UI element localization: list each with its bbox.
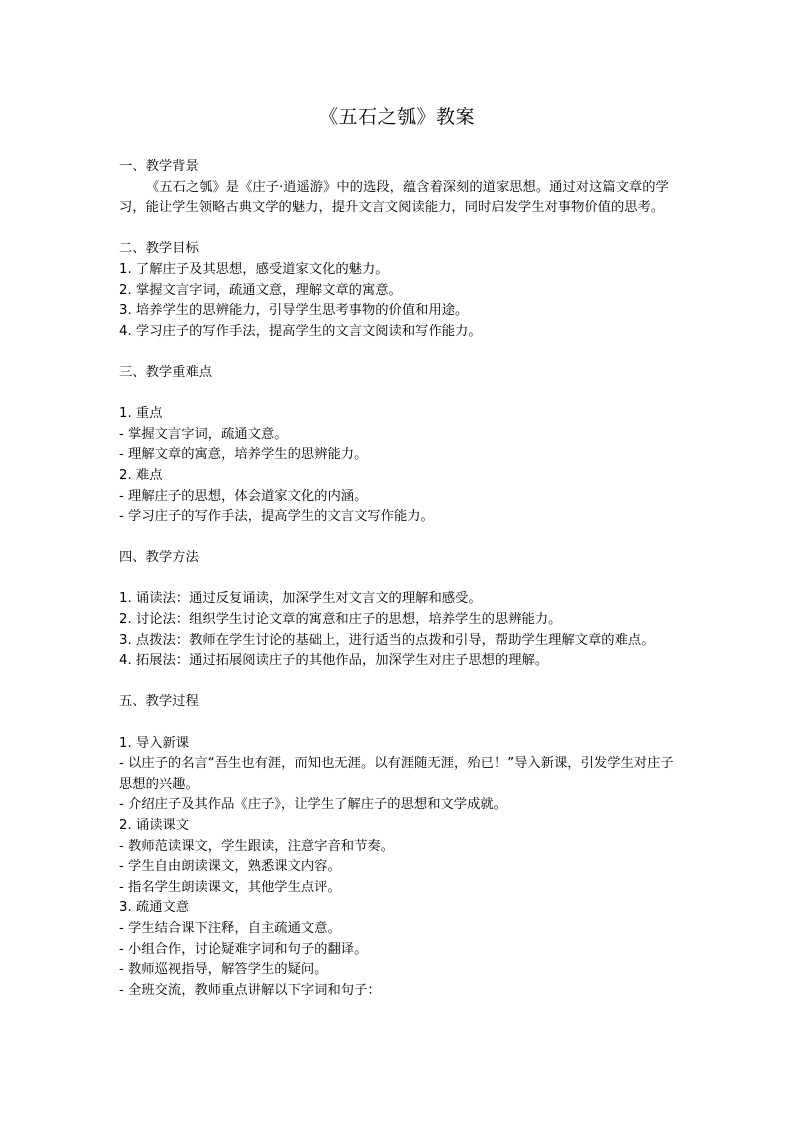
step-label: 2. 诵读课文 bbox=[119, 818, 190, 833]
key-item: - 掌握文言字词，疏通文意。 bbox=[119, 426, 288, 442]
difficulty-item: - 学习庄子的写作手法，提高学生的文言文写作能力。 bbox=[119, 509, 434, 525]
method-item: 2. 讨论法：组织学生讨论文章的寓意和庄子的思想，培养学生的思辨能力。 bbox=[119, 612, 562, 628]
difficulty-item: - 理解庄子的思想，体会道家文化的内涵。 bbox=[119, 488, 368, 504]
goal-item: 3. 培养学生的思辨能力，引导学生思考事物的价值和用途。 bbox=[119, 303, 469, 319]
spacer bbox=[119, 384, 679, 405]
step-item: - 全班交流，教师重点讲解以下字词和句子： bbox=[119, 982, 381, 998]
spacer bbox=[119, 713, 679, 734]
step-label: 1. 导入新课 bbox=[119, 735, 190, 751]
section-heading-background: 一、教学背景 bbox=[119, 159, 199, 174]
spacer bbox=[119, 528, 679, 549]
section-heading-methods: 四、教学方法 bbox=[119, 550, 199, 566]
document-body bbox=[119, 157, 679, 1001]
step-item: - 教师范读课文，学生跟读，注意字音和节奏。 bbox=[119, 838, 394, 854]
goal-item: 4. 学习庄子的写作手法，提高学生的文言文阅读和写作能力。 bbox=[119, 323, 482, 339]
goal-item: 1. 了解庄子及其思想，感受道家文化的魅力。 bbox=[119, 261, 389, 277]
method-item: 4. 拓展法：通过拓展阅读庄子的其他作品，加深学生对庄子思想的理解。 bbox=[119, 653, 549, 669]
step-item: - 以庄子的名言“吾生也有涯，而知也无涯。以有涯随无涯，殆已！”导入新课，引发学生对庄子思想的兴趣。 bbox=[119, 756, 674, 792]
section-heading-key-points: 三、教学重难点 bbox=[119, 364, 213, 380]
goal-item: 2. 掌握文言字词，疏通文意，理解文章的寓意。 bbox=[119, 282, 402, 298]
key-item: - 理解文章的寓意，培养学生的思辨能力。 bbox=[119, 447, 368, 463]
method-item: 3. 点拨法：教师在学生讨论的基础上，进行适当的点拨和引导，帮助学生理解文章的难点。 bbox=[119, 632, 655, 648]
step-item: - 小组合作，讨论疑难字词和句子的翻译。 bbox=[119, 941, 368, 957]
step-item: - 学生自由朗读课文，熟悉课文内容。 bbox=[119, 859, 341, 875]
section-heading-goals: 二、教学目标 bbox=[119, 241, 199, 257]
key-label: 1. 重点 bbox=[119, 406, 163, 422]
spacer bbox=[119, 219, 679, 240]
difficulty-label: 2. 难点 bbox=[119, 467, 163, 483]
step-item: - 指名学生朗读课文，其他学生点评。 bbox=[119, 879, 341, 895]
spacer bbox=[119, 342, 679, 363]
document-title: 《五石之瓠》教案 bbox=[318, 106, 475, 128]
spacer bbox=[119, 672, 679, 693]
background-paragraph: 《五石之瓠》是《庄子·逍遥游》中的选段，蕴含着深刻的道家思想。通过对这篇文章的学习，能让学生领略古典文学的魅力，提升文言文阅读能力，同时启发学生对事物价值的思考。 bbox=[119, 179, 669, 216]
step-item: - 教师巡视指导，解答学生的疑问。 bbox=[119, 962, 328, 978]
step-item: - 学生结合课下注释，自主疏通文意。 bbox=[119, 920, 341, 936]
step-label: 3. 疏通文意 bbox=[119, 900, 190, 916]
method-item: 1. 诵读法：通过反复诵读，加深学生对文言文的理解和感受。 bbox=[119, 591, 482, 607]
section-heading-process: 五、教学过程 bbox=[119, 694, 199, 710]
step-item: - 介绍庄子及其作品《庄子》，让学生了解庄子的思想和文学成就。 bbox=[119, 797, 507, 813]
spacer bbox=[119, 569, 679, 590]
